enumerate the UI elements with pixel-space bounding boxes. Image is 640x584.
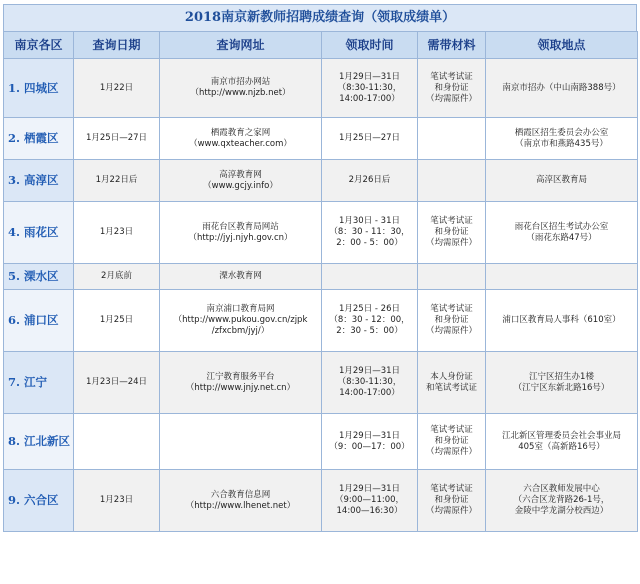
materials-cell: 笔试考试证 和身份证 （均需原件） [418, 470, 486, 532]
site-cell[interactable]: 溧水教育网 [160, 264, 322, 290]
time-cell: 1月29日—31日 （8:30-11:30， 14:00-17:00） [322, 59, 418, 118]
header-pickup-time: 领取时间 [322, 32, 418, 59]
table-row [4, 470, 638, 532]
table-row [4, 160, 638, 202]
table-row [4, 414, 638, 470]
time-cell: 1月29日—31日 （9：00—17：00） [322, 414, 418, 470]
location-cell: 南京市招办（中山南路388号） [486, 59, 638, 118]
site-cell[interactable]: 南京浦口教育局网 （http://www.pukou.gov.cn/zjpk /zfxcbm/jyj/） [160, 290, 322, 352]
time-cell: 1月29日—31日 （9:00—11:00， 14:00—16:30） [322, 470, 418, 532]
site-cell[interactable] [160, 414, 322, 470]
table-row [4, 118, 638, 160]
header-query-site: 查询网址 [160, 32, 322, 59]
district-cell: 7. 江宁 [4, 352, 74, 414]
date-cell: 1月22日后 [74, 160, 160, 202]
results-table [3, 31, 638, 532]
materials-cell: 笔试考试证 和身份证 （均需原件） [418, 202, 486, 264]
location-cell: 雨花台区招生考试办公室 （雨花东路47号） [486, 202, 638, 264]
materials-cell: 笔试考试证 和身份证 （均需原件） [418, 59, 486, 118]
table-row [4, 290, 638, 352]
district-cell: 6. 浦口区 [4, 290, 74, 352]
date-cell: 1月25日 [74, 290, 160, 352]
materials-cell: 笔试考试证 和身份证 （均需原件） [418, 290, 486, 352]
site-cell[interactable]: 江宁教育服务平台 （http://www.jnjy.net.cn） [160, 352, 322, 414]
table-row [4, 202, 638, 264]
materials-cell: 本人身份证 和笔试考试证 [418, 352, 486, 414]
district-cell: 3. 高淳区 [4, 160, 74, 202]
table-row [4, 264, 638, 290]
materials-cell [418, 118, 486, 160]
location-cell: 江宁区招生办1楼 （江宁区东新北路16号） [486, 352, 638, 414]
date-cell: 1月23日—24日 [74, 352, 160, 414]
time-cell [322, 264, 418, 290]
location-cell: 浦口区教育局人事科（610室） [486, 290, 638, 352]
location-cell [486, 264, 638, 290]
header-query-date: 查询日期 [74, 32, 160, 59]
site-cell[interactable]: 南京市招办网站 （http://www.njzb.net） [160, 59, 322, 118]
materials-cell [418, 160, 486, 202]
district-cell: 4. 雨花区 [4, 202, 74, 264]
district-cell: 1. 四城区 [4, 59, 74, 118]
time-cell: 1月25日 - 26日 （8：30 - 12：00， 2：30 - 5：00） [322, 290, 418, 352]
date-cell: 1月22日 [74, 59, 160, 118]
time-cell: 1月29日—31日 （8:30-11:30， 14:00-17:00） [322, 352, 418, 414]
district-cell: 2. 栖霞区 [4, 118, 74, 160]
materials-cell [418, 264, 486, 290]
site-cell[interactable]: 栖霞教育之家网 （www.qxteacher.com） [160, 118, 322, 160]
header-district: 南京各区 [4, 32, 74, 59]
location-cell: 江北新区管理委员会社会事业局 405室（高新路16号） [486, 414, 638, 470]
table-title: 2018南京新教师招聘成绩查询（领取成绩单） [3, 4, 637, 31]
date-cell: 1月23日 [74, 202, 160, 264]
time-cell: 1月30日 - 31日 （8：30 - 11：30， 2：00 - 5：00） [322, 202, 418, 264]
location-cell: 栖霞区招生委员会办公室 （南京市和燕路435号） [486, 118, 638, 160]
location-cell: 高淳区教育局 [486, 160, 638, 202]
date-cell: 2月底前 [74, 264, 160, 290]
date-cell: 1月23日 [74, 470, 160, 532]
table-row [4, 59, 638, 118]
location-cell: 六合区教师发展中心 （六合区龙背路26-1号， 金陵中学龙湖分校西边） [486, 470, 638, 532]
materials-cell: 笔试考试证 和身份证 （均需原件） [418, 414, 486, 470]
table-row [4, 352, 638, 414]
site-cell[interactable]: 高淳教育网 （www.gcjy.info） [160, 160, 322, 202]
district-cell: 5. 溧水区 [4, 264, 74, 290]
header-row [4, 32, 638, 59]
date-cell: 1月25日—27日 [74, 118, 160, 160]
district-cell: 8. 江北新区 [4, 414, 74, 470]
site-cell[interactable]: 六合教育信息网 （http://www.lhenet.net） [160, 470, 322, 532]
date-cell [74, 414, 160, 470]
time-cell: 2月26日后 [322, 160, 418, 202]
site-cell[interactable]: 雨花台区教育局网站 （http://jyj.njyh.gov.cn） [160, 202, 322, 264]
header-materials: 需带材料 [418, 32, 486, 59]
district-cell: 9. 六合区 [4, 470, 74, 532]
time-cell: 1月25日—27日 [322, 118, 418, 160]
header-pickup-location: 领取地点 [486, 32, 638, 59]
